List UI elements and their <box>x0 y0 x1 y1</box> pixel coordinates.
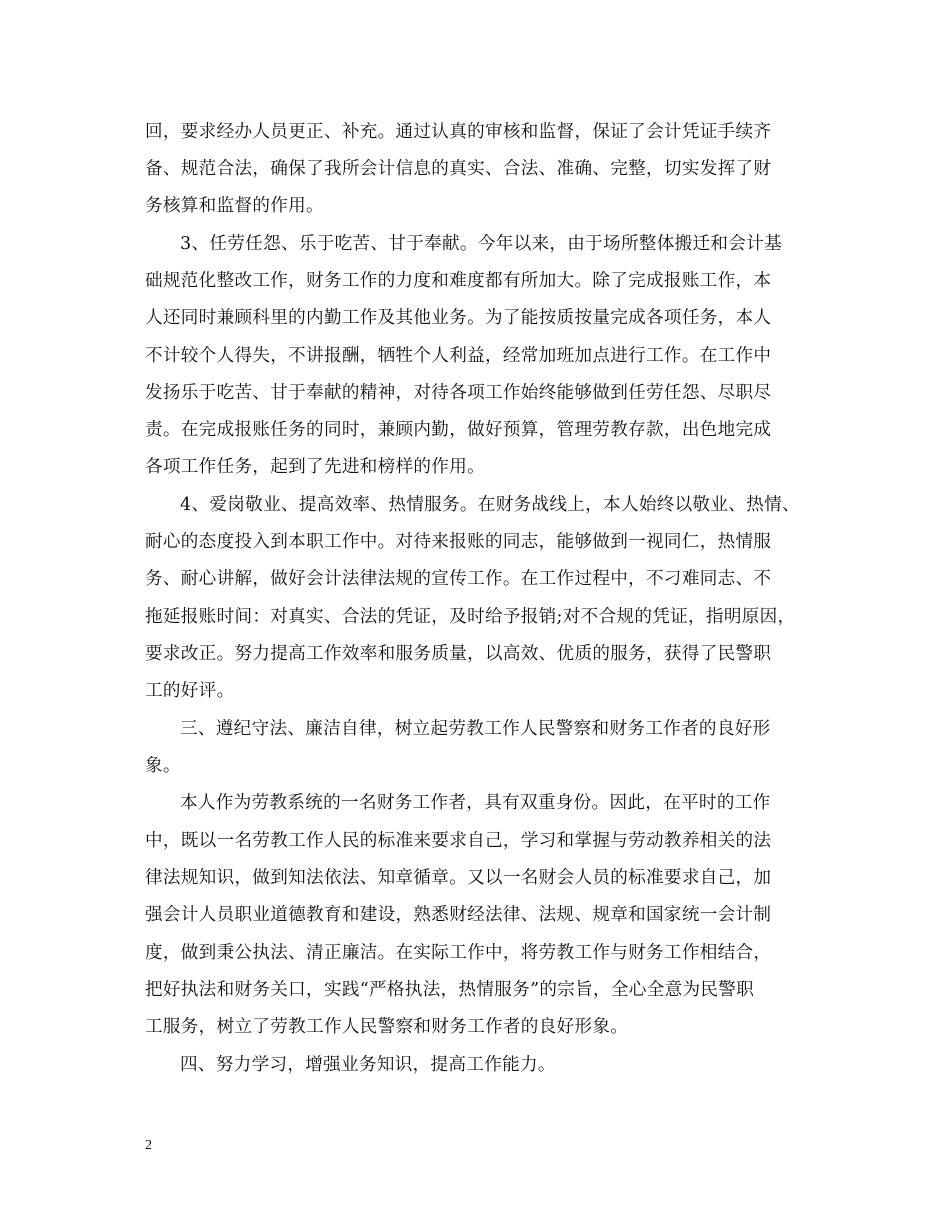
text-line: 工的好评。 <box>145 681 235 701</box>
section-heading-continuation: 象。 <box>145 756 181 776</box>
text-line: 回，要求经办人员更正、补充。通过认真的审核和监督，保证了会计凭证手续齐 <box>145 122 772 142</box>
text-line: 责。在完成报账任务的同时，兼顾内勤，做好预算，管理劳教存款，出色地完成 <box>145 420 772 440</box>
text-line: 不计较个人得失，不讲报酬，牺牲个人利益，经常加班加点进行工作。在工作中 <box>145 346 772 366</box>
text-line: 础规范化整改工作，财务工作的力度和难度都有所加大。除了完成报账工作，本 <box>145 271 772 291</box>
section-heading: 三、遵纪守法、廉洁自律，树立起劳教工作人民警察和财务工作者的良好形 <box>180 719 771 739</box>
text-line: 律法规知识，做到知法依法、知章循章。又以一名财会人员的标准要求自己，加 <box>145 868 772 888</box>
text-line: 发扬乐于吃苦、甘于奉献的精神，对待各项工作始终能够做到任劳任怨、尽职尽 <box>145 383 772 403</box>
text-line: 务、耐心讲解，做好会计法律法规的宣传工作。在工作过程中，不刁难同志、不 <box>145 569 772 589</box>
text-line: 4、爱岗敬业、提高效率、热情服务。在财务战线上，本人始终以敬业、热情、 <box>180 495 800 515</box>
text-line: 各项工作任务，起到了先进和榜样的作用。 <box>145 457 485 477</box>
text-line: 人还同时兼顾科里的内勤工作及其他业务。为了能按质按量完成各项任务，本人 <box>145 308 772 328</box>
text-line: 把好执法和财务关口，实践“严格执法，热情服务”的宗旨，全心全意为民警职 <box>145 980 755 1000</box>
text-line: 中，既以一名劳教工作人民的标准来要求自己，学习和掌握与劳动教养相关的法 <box>145 831 772 851</box>
text-line: 要求改正。努力提高工作效率和服务质量，以高效、优质的服务，获得了民警职 <box>145 644 772 664</box>
text-line: 强会计人员职业道德教育和建设，熟悉财经法律、法规、规章和国家统一会计制 <box>145 905 772 925</box>
text-line: 务核算和监督的作用。 <box>145 196 324 216</box>
text-line: 3、任劳任怨、乐于吃苦、甘于奉献。今年以来，由于场所整体搬迁和会计基 <box>180 234 782 254</box>
text-line: 工服务，树立了劳教工作人民警察和财务工作者的良好形象。 <box>145 1017 629 1037</box>
page-number: 2 <box>145 1138 152 1153</box>
text-line: 度，做到秉公执法、清正廉洁。在实际工作中，将劳教工作与财务工作相结合， <box>145 943 772 963</box>
text-line: 耐心的态度投入到本职工作中。对待来报账的同志，能够做到一视同仁，热情服 <box>145 532 772 552</box>
section-heading: 四、努力学习，增强业务知识，提高工作能力。 <box>180 1055 556 1075</box>
text-line: 备、规范合法，确保了我所会计信息的真实、合法、准确、完整，切实发挥了财 <box>145 159 772 179</box>
text-line: 拖延报账时间：对真实、合法的凭证，及时给予报销;对不合规的凭证，指明原因， <box>145 607 796 627</box>
text-line: 本人作为劳教系统的一名财务工作者，具有双重身份。因此，在平时的工作 <box>180 793 771 813</box>
